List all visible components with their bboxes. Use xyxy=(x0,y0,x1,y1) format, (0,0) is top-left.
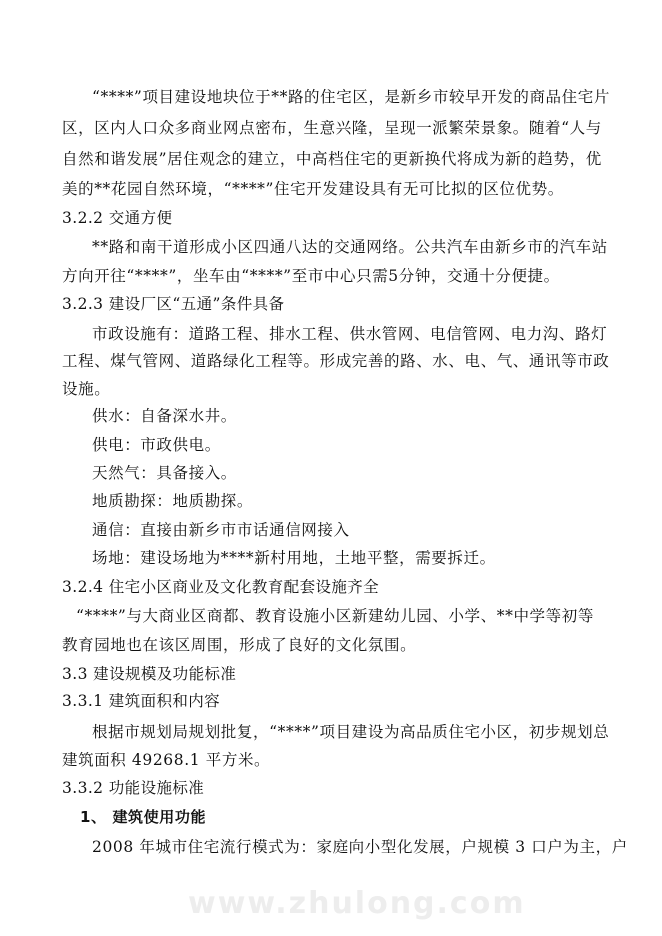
section-heading: 3.3.2 功能设施标准 xyxy=(62,779,205,797)
section-heading: 3.2.2 交通方便 xyxy=(62,209,173,227)
paragraph-line: 根据市规划局规划批复，“****”项目建设为高品质住宅小区，初步规划总 xyxy=(92,723,610,741)
paragraph-line: 美的**花园自然环境，“****”住宅开发建设具有无可比拟的区位优势。 xyxy=(62,180,564,198)
section-heading: 3.3 建设规模及功能标准 xyxy=(62,665,237,683)
paragraph-line: 自然和谐发展”居住观念的建立，中高档住宅的更新换代将成为新的趋势，优 xyxy=(62,150,602,168)
paragraph-line: 教育园地也在该区周围，形成了良好的文化氛围。 xyxy=(62,636,417,654)
list-item: 通信：直接由新乡市市话通信网接入 xyxy=(92,521,350,539)
paragraph-line: 工程、煤气管网、道路绿化工程等。形成完善的路、水、电、气、通讯等市政 xyxy=(62,352,610,370)
section-heading: 3.2.3 建设厂区“五通”条件具备 xyxy=(62,295,285,313)
paragraph-line: “****”项目建设地块位于**路的住宅区，是新乡市较早开发的商品住宅片 xyxy=(92,88,610,106)
paragraph-line: 设施。 xyxy=(62,380,111,398)
section-heading: 3.2.4 住宅小区商业及文化教育配套设施齐全 xyxy=(62,578,380,596)
section-heading: 3.3.1 建筑面积和内容 xyxy=(62,692,221,710)
paragraph-line: **路和南干道形成小区四通八达的交通网络。公共汽车由新乡市的汽车站 xyxy=(92,238,608,256)
watermark: www.zhulong.com xyxy=(188,886,526,921)
list-item: 天然气：具备接入。 xyxy=(92,464,237,482)
list-item: 供电：市政供电。 xyxy=(92,436,221,454)
subsection-heading: 1、 建筑使用功能 xyxy=(80,808,207,826)
list-item: 地质勘探：地质勘探。 xyxy=(92,492,254,510)
paragraph-line: 建筑面积 49268.1 平方米。 xyxy=(62,751,271,769)
paragraph-line: 方向开往“****”，坐车由“****”至市中心只需5分钟，交通十分便捷。 xyxy=(62,267,560,285)
paragraph-line: 市政设施有：道路工程、排水工程、供水管网、电信管网、电力沟、路灯 xyxy=(92,325,608,343)
paragraph-line: 区，区内人口众多商业网点密布，生意兴隆，呈现一派繁荣景象。随着“人与 xyxy=(62,119,602,137)
paragraph-line: 2008 年城市住宅流行模式为：家庭向小型化发展，户规模 3 口户为主，户 xyxy=(92,838,628,856)
paragraph-line: “****”与大商业区商都、教育设施小区新建幼儿园、小学、**中学等初等 xyxy=(76,607,594,625)
list-item: 场地：建设场地为****新村用地，土地平整，需要拆迁。 xyxy=(92,549,496,567)
list-item: 供水：自备深水井。 xyxy=(92,407,237,425)
